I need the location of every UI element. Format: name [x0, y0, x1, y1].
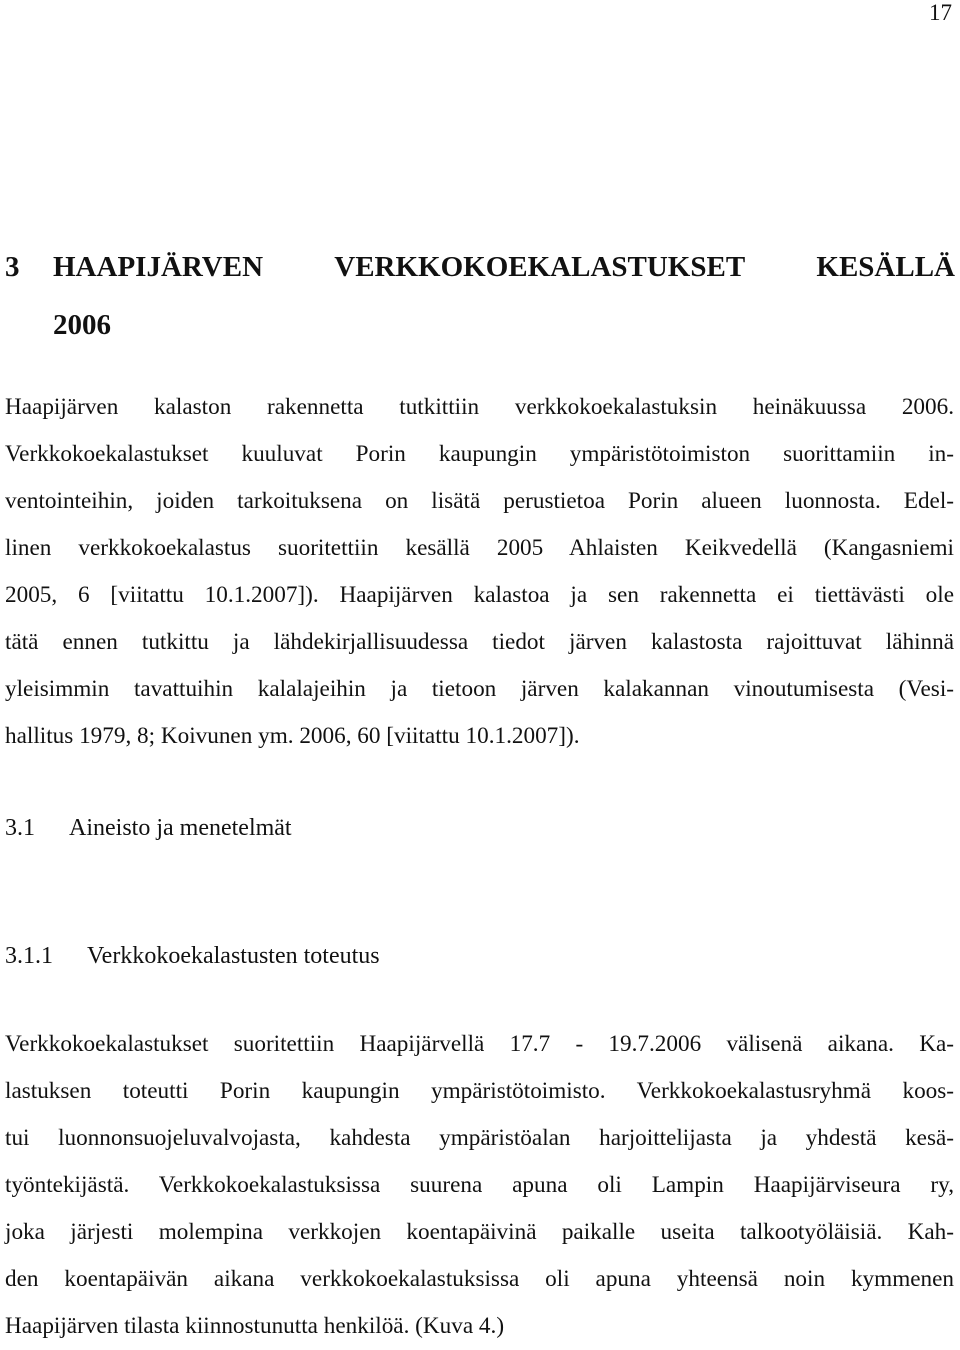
- section-heading: [5, 813, 292, 843]
- paragraph-line: den koentapäivän aikana verkkokoekalastuksissa oli apuna yhteensä noin kymmenen: [5, 1266, 954, 1292]
- paragraph-line: tätä ennen tutkittu ja lähdekirjallisuudessa tiedot järven kalastosta rajoittuvat lähinnä: [5, 629, 954, 655]
- chapter-title-word-3: KESÄLLÄ: [816, 251, 955, 283]
- chapter-heading: [5, 238, 955, 354]
- paragraph-line: linen verkkokoekalastus suoritettiin kesällä 2005 Ahlaisten Keikvedellä (Kangasniemi: [5, 535, 954, 561]
- paragraph-line: Haapijärven tilasta kiinnostunutta henkilöä. (Kuva 4.): [5, 1313, 505, 1339]
- subsection-heading: [5, 941, 380, 971]
- paragraph-line: lastuksen toteutti Porin kaupungin ympäristötoimisto. Verkkokoekalastusryhmä koos-: [5, 1078, 954, 1104]
- paragraph-line: tui luonnonsuojeluvalvojasta, kahdesta ympäristöalan harjoittelijasta ja yhdestä kesä-: [5, 1125, 954, 1151]
- paragraph-line: Haapijärven kalaston rakennetta tutkittiin verkkokoekalastuksin heinäkuussa 2006.: [5, 394, 954, 420]
- section-title: Aineisto ja menetelmät: [69, 815, 292, 841]
- method-paragraph: [5, 1021, 954, 1350]
- chapter-title-word-1: HAAPIJÄRVEN: [53, 251, 264, 283]
- paragraph-line: ventointeihin, joiden tarkoituksena on lisätä perustietoa Porin alueen luonnosta. Edel-: [5, 488, 954, 514]
- chapter-heading-line-2: 2006: [53, 309, 111, 341]
- chapter-number: 3: [5, 251, 20, 283]
- intro-paragraph: [5, 384, 954, 760]
- paragraph-line: työntekijästä. Verkkokoekalastuksissa suurena apuna oli Lampin Haapijärviseura ry,: [5, 1172, 954, 1198]
- section-number: 3.1: [5, 815, 35, 841]
- paragraph-line: joka järjesti molempina verkkojen koentapäivinä paikalle useita talkootyöläisiä. Kah-: [5, 1219, 954, 1245]
- chapter-heading-line-1: [5, 238, 955, 296]
- page-number: 17: [929, 0, 952, 25]
- paragraph-line: 2005, 6 [viitattu 10.1.2007]). Haapijärven kalastoa ja sen rakennetta ei tiettävästi ole: [5, 582, 954, 608]
- chapter-title-word-2: VERKKOKOEKALASTUKSET: [334, 251, 746, 283]
- subsection-number: 3.1.1: [5, 943, 53, 969]
- paragraph-line: yleisimmin tavattuihin kalalajeihin ja tietoon järven kalakannan vinoutumisesta (Vesi-: [5, 676, 954, 702]
- paragraph-line: Verkkokoekalastukset suoritettiin Haapijärvellä 17.7 - 19.7.2006 välisenä aikana. Ka-: [5, 1031, 954, 1057]
- paragraph-line: Verkkokoekalastukset kuuluvat Porin kaupungin ympäristötoimiston suorittamiin in-: [5, 441, 954, 467]
- paragraph-line: hallitus 1979, 8; Koivunen ym. 2006, 60 [viitattu 10.1.2007]).: [5, 723, 580, 749]
- subsection-title: Verkkokoekalastusten toteutus: [87, 943, 380, 969]
